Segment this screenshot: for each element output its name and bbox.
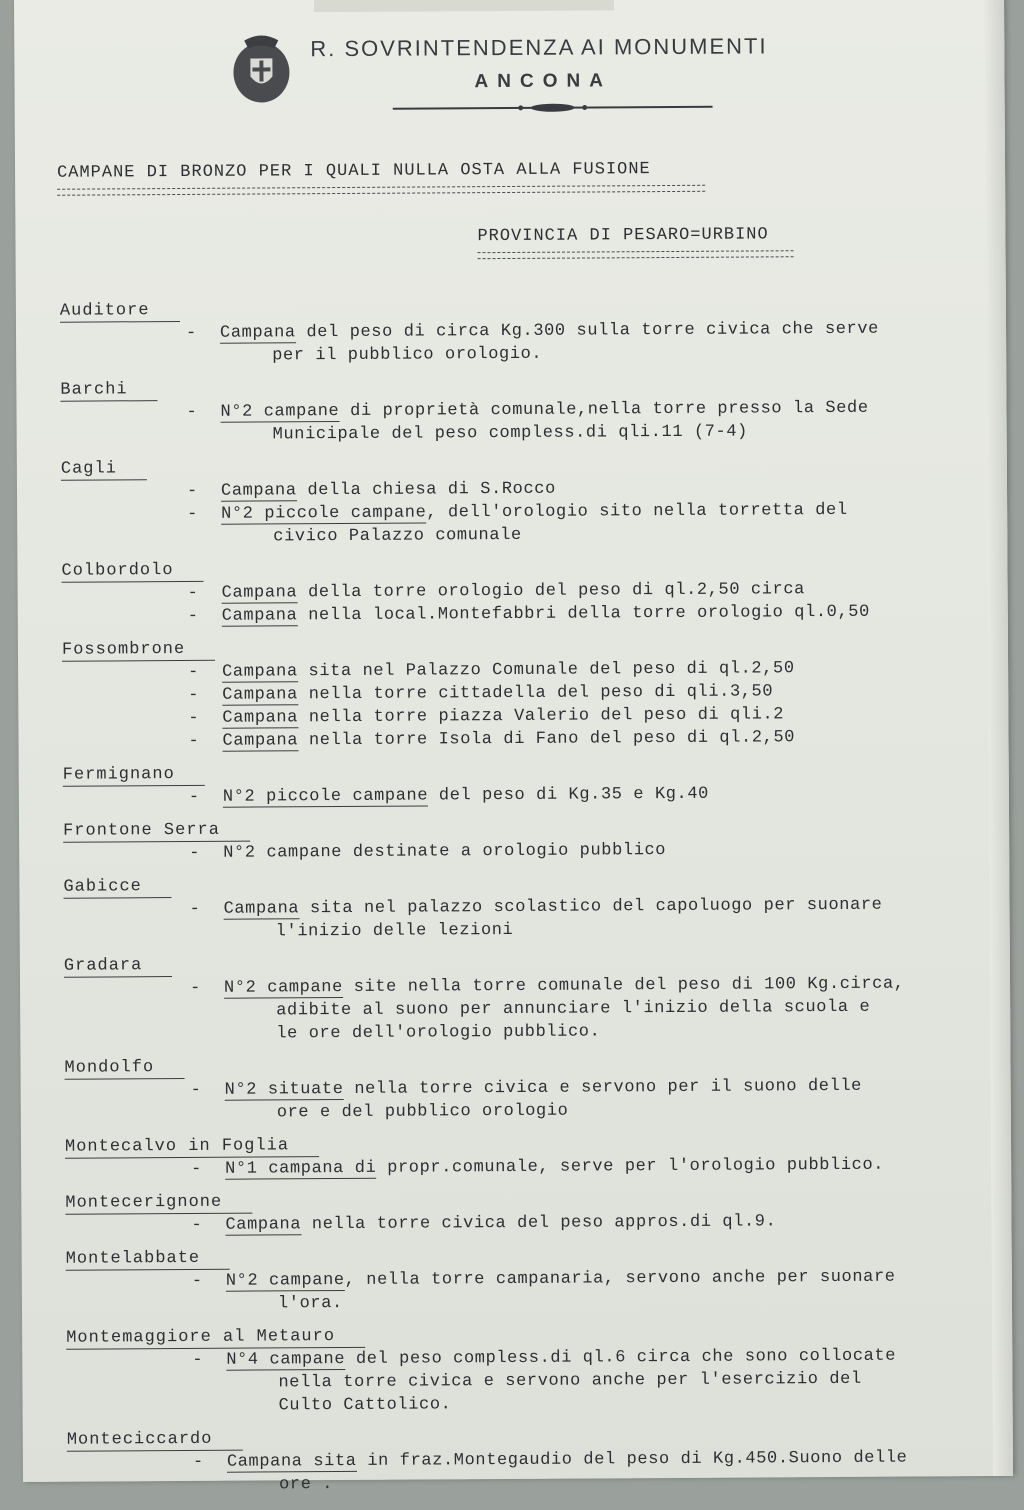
town-name: Cagli [61,459,147,481]
list-item [65,1188,995,1238]
bell-item [62,725,992,754]
item-dash: - [189,843,201,863]
list-item [60,296,990,369]
item-continuation: l'inizio delle lezioni [275,920,514,942]
list-item [64,1053,994,1126]
town-name: Colbordolo [61,561,203,583]
item-dash: - [186,481,198,501]
item-dash: - [187,583,199,603]
item-lead: N°2 campane [225,1271,345,1291]
item-lead: Campana [221,583,298,603]
bell-item [65,1209,995,1238]
item-text: nella torre cittadella del peso di qli.3,50 [297,682,774,705]
item-dash: - [188,731,200,751]
list-item [61,454,992,550]
item-text: sita nel Palazzo Comunale del peso di ql.2,50 [297,659,795,682]
item-continuation: ore . [279,1475,334,1495]
item-dash: - [185,323,197,343]
town-name: Mondolfo [64,1058,184,1080]
document-title [57,160,705,196]
town-name: Frontone Serra [63,821,250,843]
item-dash: - [191,1271,203,1291]
town-name: Montecalvo in Foglia [65,1136,319,1159]
item-text: nella torre civica del peso appros.di ql.9. [301,1212,777,1235]
list-item [64,951,995,1047]
item-continuation: per il pubblico orologio. [272,344,543,366]
item-dash: - [187,504,199,524]
item-lead: N°2 campane [223,978,343,998]
bell-list [60,296,997,1510]
list-item [67,1425,997,1498]
item-lead: Campana [221,606,298,626]
town-name: Gradara [64,956,173,978]
office-name: R. SOVRINTENDENZA AI MONUMENTI [310,33,768,62]
item-text: , dell'orologio sito nella torretta del [426,500,848,523]
bell-item [62,600,992,629]
item-dash: - [188,662,199,682]
bell-item [65,1153,995,1182]
item-continuation: ore e del pubblico orologio [276,1101,569,1123]
item-dash: - [192,1452,204,1472]
item-text: del peso di circa Kg.300 sulla torre civica che serve [295,319,880,343]
item-continuation: l'ora. [277,1294,343,1314]
item-dash: - [188,708,200,728]
list-item [62,635,993,754]
list-item [63,816,993,866]
item-lead: N°4 campane [226,1350,346,1370]
item-lead: Campana [222,662,298,682]
item-lead: Campana [220,481,297,501]
item-continuation: Municipale del peso compless.di qli.11 (7-4) [272,422,748,445]
item-text: , nella torre campanaria, servono anche per suonare [344,1267,896,1291]
item-text: di proprietà comunale,nella torre presso la Sede [339,398,869,422]
town-name: Montemaggiore al Metauro [66,1327,365,1350]
item-text: nella torre civica e servono per il suono delle [343,1076,863,1100]
ornamental-rule [393,100,713,116]
town-name: Gabicce [63,877,172,899]
item-text: del peso compless.di ql.6 circa che sono collocate [345,1346,897,1370]
item-lead: Campana [223,899,300,919]
item-text: N°2 campane destinate a orologio pubblico [223,841,667,863]
town-name: Fossombrone [62,640,215,662]
document-page [14,0,1013,1495]
item-lead: Campana [222,708,299,728]
list-item [65,1132,995,1182]
province-double-underline [478,250,794,259]
item-text: site nella torre comunale del peso di 100 Kg.circa, [342,974,905,998]
item-dash: - [188,685,200,705]
item-text: nella torre Isola di Fano del peso di ql.2,50 [298,728,796,751]
item-dash: - [191,1159,203,1179]
item-dash: - [189,899,201,919]
list-item [61,556,991,629]
attached-paper-strip [314,0,614,12]
item-dash: - [192,1350,204,1370]
item-continuation: nella torre civica e servono anche per l'esercizio del Culto Cattolico. [278,1369,862,1416]
item-lead: N°2 campane [220,402,340,422]
item-lead: N°1 campana di [225,1158,377,1179]
coat-of-arms-icon [230,32,292,106]
town-name: Monteciccardo [67,1430,243,1452]
item-text: nella torre piazza Valerio del peso di qli.2 [297,705,785,728]
item-lead: Campana [219,323,296,343]
item-lead: Campana [222,731,299,751]
item-dash: - [187,606,199,626]
list-item [63,760,993,810]
item-lead: N°2 piccole campane [221,503,427,524]
item-lead: N°2 situate [224,1080,344,1100]
province-text: PROVINCIA DI PESARO=URBINO [477,225,769,247]
item-continuation: civico Palazzo comunale [273,525,522,547]
item-text: in fraz.Montegaudio del peso di Kg.450.Suono delle [356,1448,908,1471]
bell-item [63,781,993,810]
province-heading [477,225,793,259]
town-name: Barchi [60,380,157,402]
item-dash: - [188,787,200,807]
list-item [66,1323,997,1419]
item-continuation: adibite al suono per annunciare l'inizio della scuola e le ore dell'orologio pubblico. [276,997,871,1044]
office-city: ANCONA [474,70,612,93]
item-text: della chiesa di S.Rocco [296,479,556,501]
item-text: sita nel palazzo scolastico del capoluogo per suonare [299,895,883,919]
list-item [66,1244,996,1317]
town-name: Montecerignone [65,1193,252,1215]
item-lead: Campana [225,1215,302,1235]
town-name: Montelabbate [66,1249,231,1271]
item-text: propr.comunale, serve per l'orologio pubblico. [376,1155,885,1178]
title-text: CAMPANE DI BRONZO PER I QUALI NULLA OSTA ALLA FUSIONE [57,160,651,183]
item-lead: Campana sita [226,1451,357,1472]
town-name: Fermignano [63,765,205,787]
item-lead: N°2 piccole campane [222,786,429,807]
list-item [60,375,990,448]
town-name: Auditore [60,301,180,323]
item-text: nella local.Montefabbri della torre orologio ql.0,50 [297,602,870,626]
list-item [63,872,993,945]
item-dash: - [186,402,198,422]
item-text: del peso di Kg.35 e Kg.40 [428,784,710,806]
item-dash: - [190,1080,202,1100]
bell-item [63,837,993,866]
item-lead: Campana [222,685,298,705]
item-dash: - [191,1215,203,1235]
item-dash: - [189,978,201,998]
title-double-underline [57,185,705,196]
item-text: della torre orologio del peso di ql.2,50 circa [297,580,805,603]
